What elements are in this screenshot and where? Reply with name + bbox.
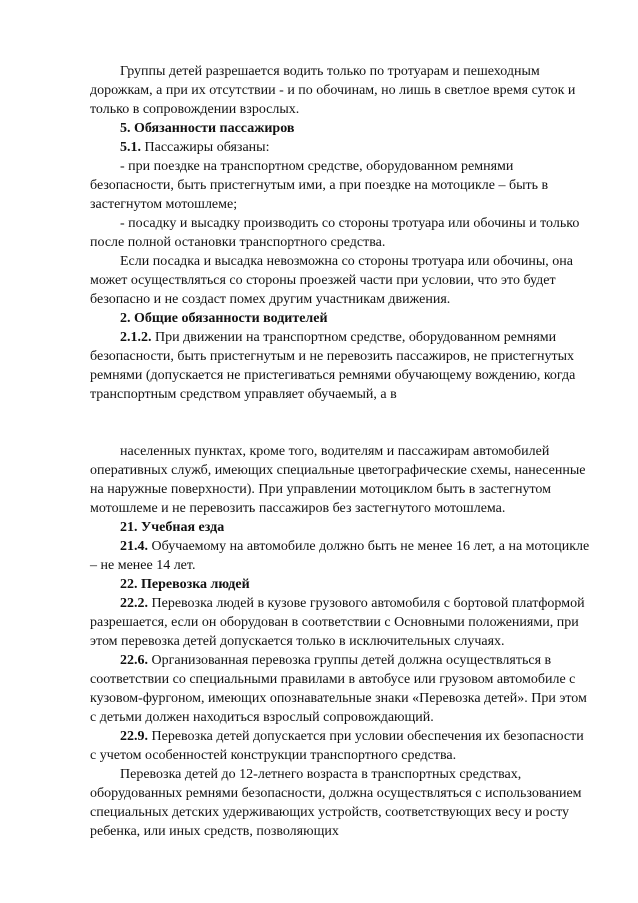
clause-text: Организованная перевозка группы детей должна осуществляться в соответствии со специальными правилами в автобусе или грузовом автомобиле с кузовом-фургоном, имеющих опознавательные знаки «Перевозка детей». При этом с детьми должен находиться взрослый сопровождающий. bbox=[90, 653, 587, 725]
clause-text: При движении на транспортном средстве, оборудованном ремнями безопасности, быть пристегнутым и не перевозить пассажиров, не пристегнутых ремнями (допускается не пристегиваться ремнями обучающему вождению, когда транспортным средством управляет обучаемый, а в bbox=[90, 330, 576, 402]
clause-text: Перевозка детей допускается при условии обеспечения их безопасности с учетом особенностей конструкции транспортного средства. bbox=[90, 729, 584, 763]
paragraph-continuation: населенных пунктах, кроме того, водителям и пассажирам автомобилей оперативных служб, имеющих специальные цветографические схемы, нанесенные на наружные поверхности). При управлении мотоциклом быть в застегнутом мотошлеме и не перевозить пассажиров без застегнутого мотошлема. bbox=[90, 444, 586, 516]
paragraph-children-groups: Группы детей разрешается водить только по тротуарам и пешеходным дорожкам, а при их отсутствии - и по обочинам, но лишь в светлое время суток и только в сопровождении взрослых. bbox=[90, 64, 576, 117]
clause-5-1 bbox=[90, 138, 590, 157]
heading-people-transport: 22. Перевозка людей bbox=[120, 577, 250, 592]
clause-22-9 bbox=[90, 727, 590, 765]
paragraph-child-restraints: Перевозка детей до 12-летнего возраста в транспортных средствах, оборудованных ремнями безопасности, должна осуществляться с использованием специальных детских удерживающих устройств, соответствующих весу и росту ребенка, или иных средств, позволяющих bbox=[90, 767, 582, 839]
paragraph-seat-belts: - при поездке на транспортном средстве, оборудованном ремнями безопасности, быть пристегнутым ими, а при поездке на мотоцикле – быть в застегнутом мотошлеме; bbox=[90, 159, 549, 212]
clause-number: 22.6. bbox=[120, 653, 148, 668]
clause-2-1-2 bbox=[90, 328, 590, 404]
heading-passenger-duties: 5. Обязанности пассажиров bbox=[120, 121, 295, 136]
clause-text: Перевозка людей в кузове грузового автомобиля с бортовой платформой разрешается, если он оборудован в соответствии с Основными положениями, при этом перевозка детей допускается только в исключительных случаях. bbox=[90, 596, 585, 649]
clause-number: 2.1.2. bbox=[120, 330, 152, 345]
paragraph-boarding-exception: Если посадка и высадка невозможна со стороны тротуара или обочины, она может осуществляться со стороны проезжей части при условии, что это будет безопасно и не создаст помех другим участникам движения. bbox=[90, 254, 573, 307]
clause-text: Пассажиры обязаны: bbox=[141, 140, 270, 155]
clause-22-6 bbox=[90, 651, 590, 727]
clause-22-2 bbox=[90, 594, 590, 651]
clause-number: 21.4. bbox=[120, 539, 148, 554]
paragraph-boarding: - посадку и высадку производить со стороны тротуара или обочины и только после полной остановки транспортного средства. bbox=[90, 216, 580, 250]
heading-driver-duties: 2. Общие обязанности водителей bbox=[120, 311, 328, 326]
page-gap bbox=[90, 404, 590, 442]
heading-training-driving: 21. Учебная езда bbox=[120, 520, 225, 535]
clause-21-4 bbox=[90, 537, 590, 575]
clause-number: 5.1. bbox=[120, 140, 141, 155]
clause-number: 22.2. bbox=[120, 596, 148, 611]
clause-text: Обучаемому на автомобиле должно быть не менее 16 лет, а на мотоцикле – не менее 14 лет. bbox=[90, 539, 590, 573]
clause-number: 22.9. bbox=[120, 729, 148, 744]
document-body bbox=[90, 62, 590, 841]
